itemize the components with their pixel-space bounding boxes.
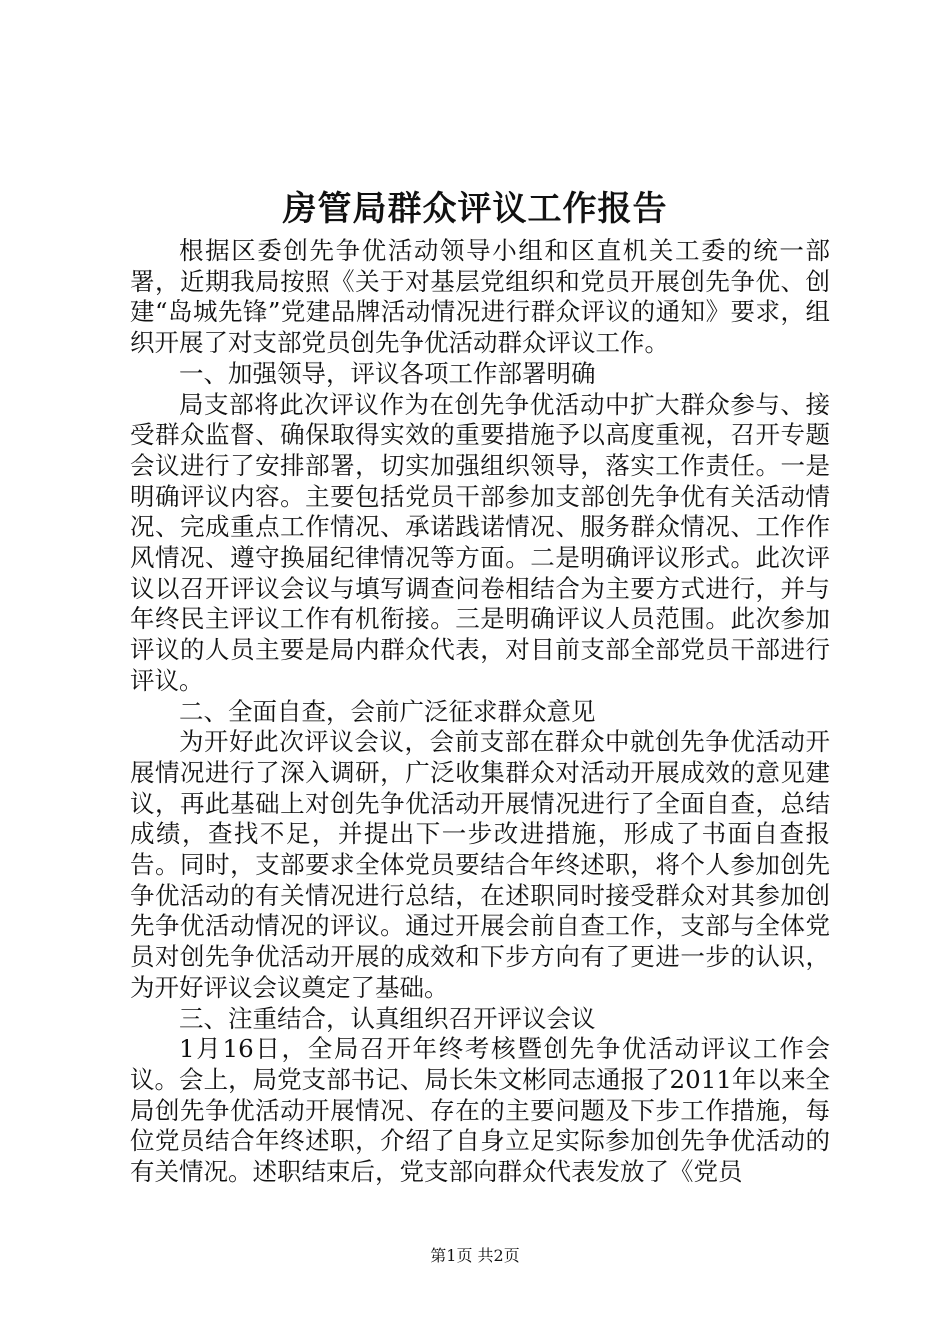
section-heading-3: 三、注重结合，认真组织召开评议会议 — [179, 1003, 596, 1033]
paragraph-intro: 根据区委创先争优活动领导小组和区直机关工委的统一部署，近期我局按照《关于对基层党组织和党员开展创先争优、创建“岛城先锋”党建品牌活动情况进行群众评议的通知》要求，组织开展了对支部党员创先争优活动群众评议工作。 — [130, 236, 830, 358]
section-heading-1: 一、加强领导，评议各项工作部署明确 — [179, 358, 596, 388]
paragraph-section-1: 局支部将此次评议作为在创先争优活动中扩大群众参与、接受群众监督、确保取得实效的重要措施予以高度重视，召开专题会议进行了安排部署，切实加强组织领导，落实工作责任。一是明确评议内容。主要包括党员干部参加支部创先争优有关活动情况、完成重点工作情况、承诺践诺情况、服务群众情况、工作作风情况、遵守换届纪律情况等方面。二是明确评议形式。此次评议以召开评议会议与填写调查问卷相结合为主要方式进行，并与年终民主评议工作有机衔接。三是明确评议人员范围。此次参加评议的人员主要是局内群众代表，对目前支部全部党员干部进行评议。 — [130, 389, 830, 695]
document-title: 房管局群众评议工作报告 — [282, 189, 668, 229]
section-heading-2: 二、全面自查，会前广泛征求群众意见 — [179, 696, 596, 726]
document-body — [130, 236, 830, 1188]
paragraph-section-2: 为开好此次评议会议，会前支部在群众中就创先争优活动开展情况进行了深入调研，广泛收集群众对活动开展成效的意见建议，再此基础上对创先争优活动开展情况进行了全面自查，总结成绩，查找不足，并提出下一步改进措施，形成了书面自查报告。同时，支部要求全体党员要结合年终述职，将个人参加创先争优活动的有关情况进行总结，在述职同时接受群众对其参加创先争优活动情况的评议。通过开展会前自查工作，支部与全体党员对创先争优活动开展的成效和下步方向有了更进一步的认识，为开好评议会议奠定了基础。 — [130, 727, 830, 1002]
paragraph-section-3: 1月16日，全局召开年终考核暨创先争优活动评议工作会议。会上，局党支部书记、局长朱文彬同志通报了2011年以来全局创先争优活动开展情况、存在的主要问题及下步工作措施，每位党员结合年终述职，介绍了自身立足实际参加创先争优活动的有关情况。述职结束后，党支部向群众代表发放了《党员 — [130, 1034, 830, 1187]
page-number-footer: 第1页 共2页 — [430, 1246, 520, 1265]
